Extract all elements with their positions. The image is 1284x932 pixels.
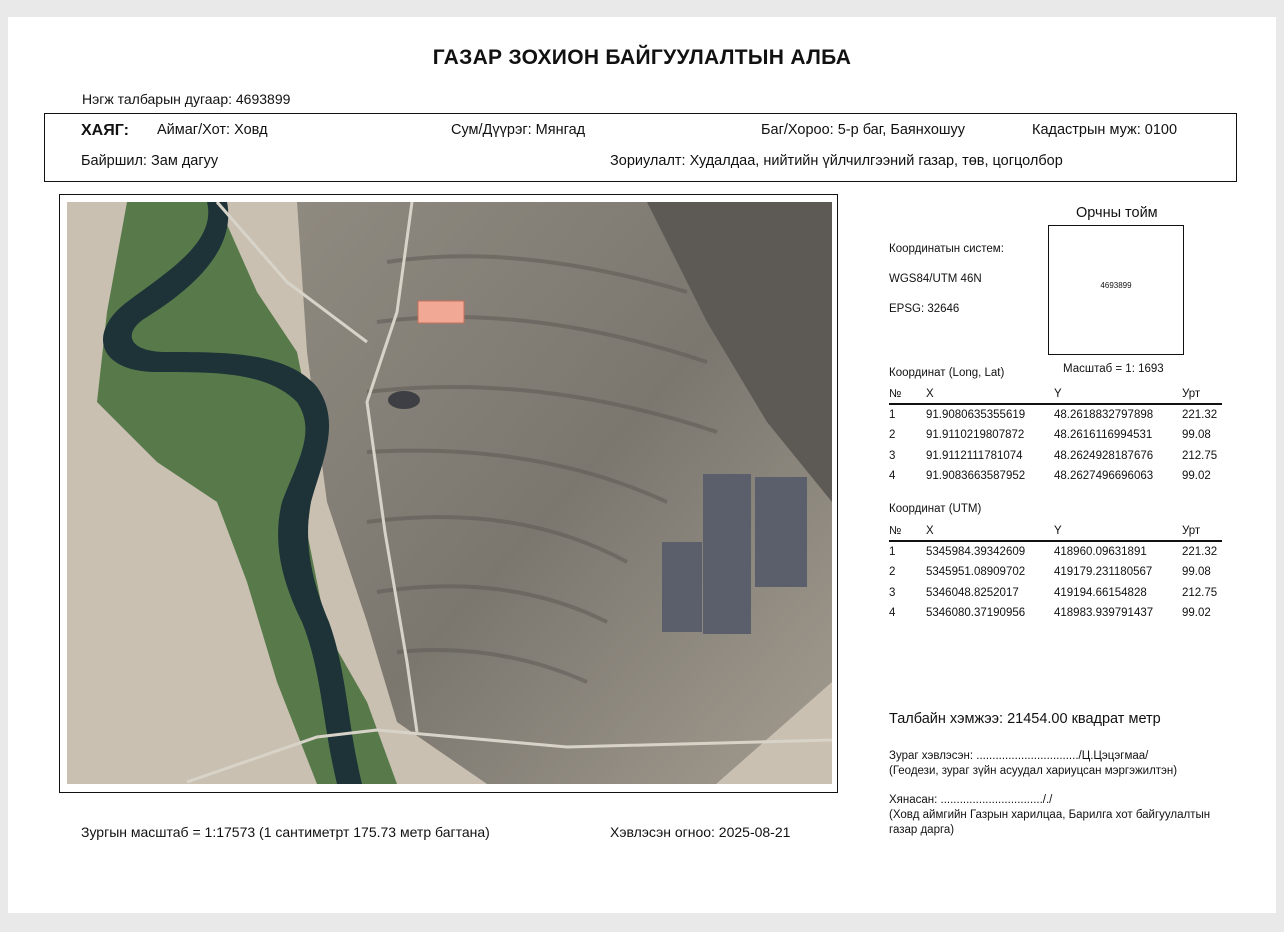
table-cell: 5345951.08909702 [926,566,1026,579]
table-cell: 91.9110219807872 [926,429,1025,442]
col-header: Y [1054,523,1182,541]
bag-field: Баг/Хороо: 5-р баг, Баянхошуу [761,122,966,138]
table-cell: 5345984.39342609 [926,546,1026,559]
table-cell: 5346048.8252017 [926,586,1019,599]
latlong-title: Координат (Long, Lat) [889,367,1005,379]
utm-table [889,523,1222,623]
map-frame [59,194,838,793]
table-cell: 91.9112111781074 [926,449,1023,462]
overview-scale: Масштаб = 1: 1693 [1063,363,1164,375]
table-cell: 419179.231180567 [1054,566,1153,579]
table-row [889,603,1222,623]
document-sheet [8,17,1276,913]
document-title: ГАЗАР ЗОХИОН БАЙГУУЛАЛТЫН АЛБА [432,46,852,69]
table-row [889,466,1222,486]
table-cell: 1 [889,546,896,559]
table-cell: 48.2624928187676 [1054,449,1154,462]
table-row [889,446,1222,466]
purpose-field: Зориулалт: Худалдаа, нийтийн үйлчилгээний газар, төв, цогцолбор [610,153,1063,169]
utm-title: Координат (UTM) [889,503,982,515]
table-cell: 418960.09631891 [1054,546,1147,559]
area-size: Талбайн хэмжээ: 21454.00 квадрат метр [889,711,1161,727]
location-field: Байршил: Зам дагуу [81,153,219,169]
table-cell: 212.75 [1182,586,1218,599]
table-cell: 3 [889,586,896,599]
col-header: Урт [1182,523,1222,541]
latlong-table [889,386,1222,486]
col-header: № [889,386,926,404]
table-cell: 419194.66154828 [1054,586,1147,599]
table-row [889,425,1222,445]
satellite-image [67,202,832,784]
table-row [889,541,1222,562]
table-cell: 2 [889,429,896,442]
table-cell: 99.08 [1182,566,1211,579]
table-cell: 91.9080635355619 [926,409,1026,422]
overview-title: Орчны тойм [1076,205,1158,221]
table-row [889,404,1222,425]
table-cell: 221.32 [1182,546,1218,559]
col-header: Y [1054,386,1182,404]
drawn-by-role: (Геодези, зураг зүйн асуудал хариуцсан мэргэжилтэн) [889,765,1178,777]
table-cell: 212.75 [1182,449,1218,462]
table-row [889,583,1222,603]
col-header: № [889,523,926,541]
table-cell: 221.32 [1182,409,1218,422]
overview-parcel-label: 4693899 [1100,281,1132,290]
address-box [44,113,1237,182]
table-cell: 1 [889,409,896,422]
table-cell: 2 [889,566,896,579]
sum-field: Сум/Дүүрэг: Мянгад [451,122,586,138]
satellite-map[interactable] [67,202,832,784]
coord-system-name: WGS84/UTM 46N [889,273,982,285]
parcel-number: Нэгж талбарын дугаар: 4693899 [82,91,291,107]
table-row [889,562,1222,582]
overview-box [1048,225,1184,355]
table-cell: 99.02 [1182,470,1211,483]
col-header: X [926,386,1054,404]
map-scale: Зургын масштаб = 1:17573 (1 сантиметрт 175.73 метр багтана) [81,824,490,840]
table-cell: 48.2616116994531 [1054,429,1153,442]
checked-by-role-line1: (Ховд аймгийн Газрын харилцаа, Барилга хот байгуулалтын [889,809,1211,821]
drawn-by: Зураг хэвлэсэн: ................................/Ц.Цэцэгмаа/ [889,750,1149,762]
coord-system-label: Координатын систем: [889,243,1004,255]
checked-by: Хянасан: ...............................././ [889,794,1053,806]
table-cell: 3 [889,449,896,462]
printed-date: Хэвлэсэн огноо: 2025-08-21 [610,824,791,840]
table-cell: 99.08 [1182,429,1211,442]
parcel-polygon [418,301,464,323]
table-cell: 5346080.37190956 [926,607,1026,620]
table-cell: 4 [889,470,896,483]
epsg-code: EPSG: 32646 [889,303,960,315]
table-cell: 4 [889,607,896,620]
col-header: Урт [1182,386,1222,404]
table-cell: 91.9083663587952 [926,470,1026,483]
checked-by-role-line2: газар дарга) [889,824,955,836]
table-cell: 99.02 [1182,607,1211,620]
table-cell: 48.2627496696063 [1054,470,1154,483]
address-label: ХАЯГ: [81,122,129,139]
col-header: X [926,523,1054,541]
table-cell: 48.2618832797898 [1054,409,1154,422]
aimag-field: Аймаг/Хот: Ховд [157,122,268,138]
table-cell: 418983.939791437 [1054,607,1154,620]
cadastral-field: Кадастрын муж: 0100 [1032,122,1178,138]
